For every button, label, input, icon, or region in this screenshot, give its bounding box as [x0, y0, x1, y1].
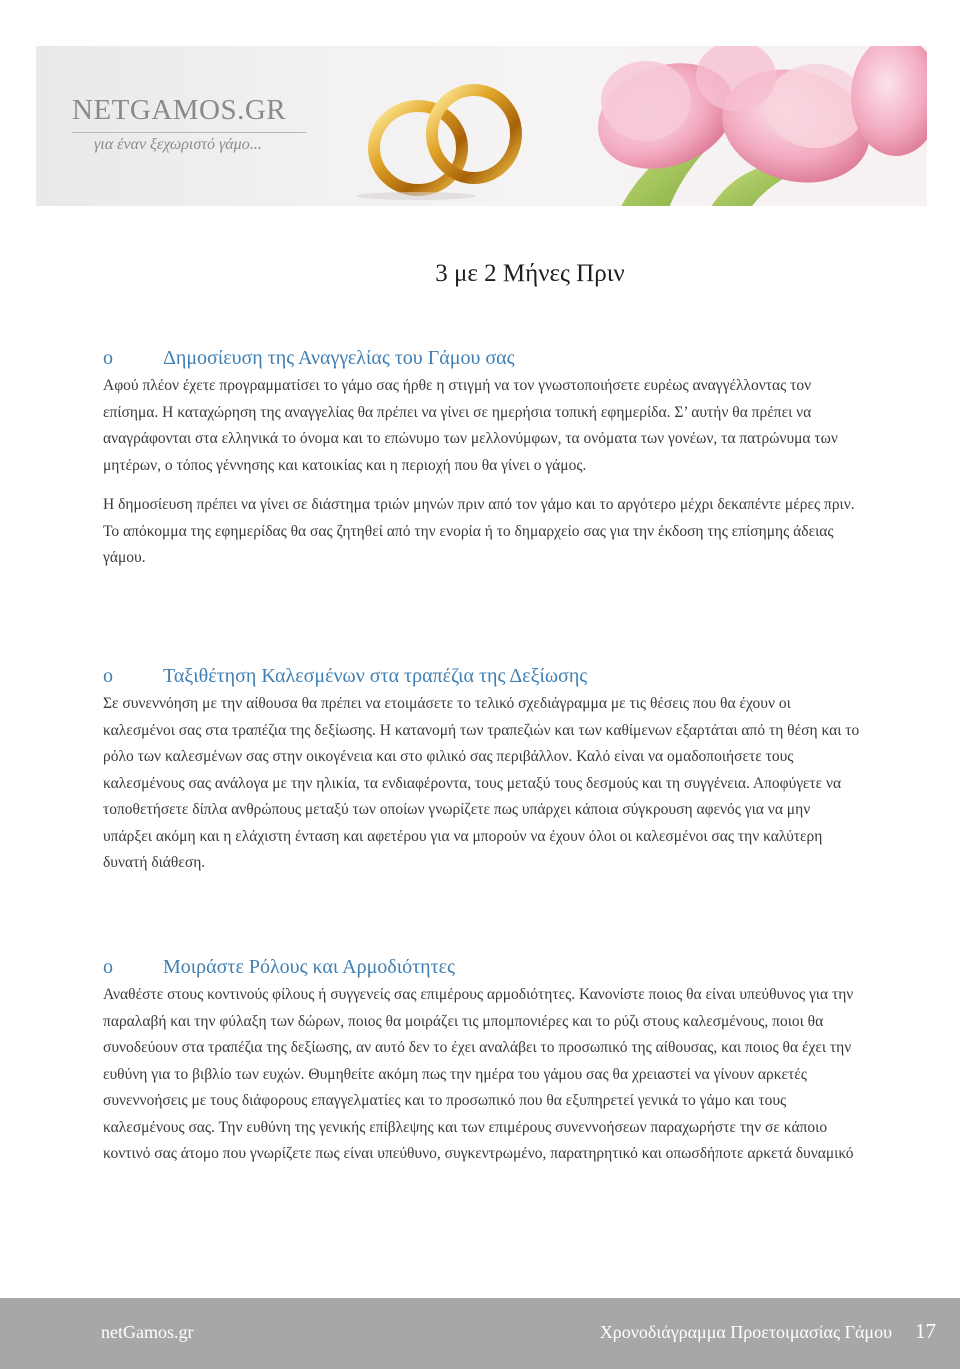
header-banner	[36, 46, 927, 206]
tulips-image	[556, 46, 927, 206]
section-paragraph: Η δημοσίευση πρέπει να γίνει σε διάστημα τριών μηνών πριν από τον γάμο και το αργότερο μέχρι δεκαπέντε μέρες πριν. Το απόκομμα της εφημερίδας θα σας ζητηθεί από την ενορία ή το δημαρχείο σας για την έκδοση της επίσημης άδειας γάμου.	[103, 496, 855, 566]
page-number: 17	[915, 1319, 936, 1343]
section-title: Μοιράστε Ρόλους και Αρμοδιότητες	[163, 956, 455, 978]
section-paragraph: Αναθέστε στους κοντινούς φίλους ή συγγενείς σας επιμέρους αρμοδιότητες. Κανονίστε ποιος θα είναι υπεύθυνος για την παραλαβή και την φύλαξη των δώρων, ποιος θα μοιράζει τις μπομπονιέρες και το ρύζι στους καλεσμένους, ποιοι θα συνοδεύουν στα τραπέζια της δεξίωσης, αν αυτό δεν το έχει αναλάβει το προσωπικό της αίθουσας, και ποιος θα έχει την ευθύνη για το βιβλίο των ευχών. Θυμηθείτε ακόμη πως την ημέρα του γάμου σας θα χρειαστεί να γίνουν αρκετές συνεννοήσεις με τους διάφορους επαγγελματίες και το προσωπικό που θα εξυπηρετεί γενικά το γάμο και τους καλεσμένους σας. Την ευθύνη της γενικής επίβλεψης και των επιμέρους συνεννοήσεων παραχωρήστε την σε κάποιο κοντινό σας άτομο που γνωρίζετε πως είναι υπεύθυνο, συγκεντρωμένο, παρατηρητικό και οπωσδήποτε αρκετά δυναμικό	[103, 986, 854, 1162]
logo-tagline: για έναν ξεχωριστό γάμο...	[94, 136, 262, 153]
wedding-rings-image	[356, 76, 536, 201]
section-seating	[103, 665, 863, 877]
section-roles	[103, 956, 863, 1168]
section-heading	[103, 665, 863, 691]
section-title: Δημοσίευση της Αναγγελίας του Γάμου σας	[163, 347, 515, 369]
page-title: 3 με 2 Μήνες Πριν	[435, 260, 625, 287]
bullet-marker: o	[103, 956, 113, 978]
section-title: Ταξιθέτηση Καλεσμένων στα τραπέζια της Δεξίωσης	[163, 665, 588, 687]
logo-divider	[72, 132, 306, 133]
section-paragraph: Αφού πλέον έχετε προγραμματίσει το γάμο σας ήρθε η στιγμή να τον γνωστοποιήσετε ευρέως αναγγέλλοντας τον επίσημα. Η καταχώρηση της αναγγελίας θα πρέπει να γίνει σε ημερήσια τοπική εφημερίδα. Σ’ αυτήν θα πρέπει να αναγράφονται στα ελληνικά το όνομα και το επώνυμο των μελλονύμφων, τα ονόματα των γονέων, τα πατρώνυμα των μητέρων, ο τόπος γέννησης και κατοικίας και η περιοχή που θα γίνει ο γάμος.	[103, 377, 838, 474]
section-heading	[103, 956, 863, 982]
bullet-marker: o	[103, 347, 113, 369]
logo: NETGAMOS.GR	[72, 94, 287, 126]
section-heading	[103, 347, 863, 373]
footer-site-name: netGamos.gr	[101, 1322, 194, 1342]
bullet-marker: o	[103, 665, 113, 687]
footer-bar	[0, 1298, 960, 1369]
footer-document-title: Χρονοδιάγραμμα Προετοιμασίας Γάμου	[599, 1322, 892, 1342]
section-announcement	[103, 347, 863, 572]
section-paragraph: Σε συνεννόηση με την αίθουσα θα πρέπει να ετοιμάσετε το τελικό σχεδιάγραμμα με τις θέσεις που θα έχουν οι καλεσμένοι σας στα τραπέζια της δεξίωσης. Η κατανομή των τραπεζιών και των καθίμενων εξαρτάται από τη θέση και το ρόλο των καλεσμένων σας στην οικογένεια και στο φιλικό σας περιβάλλον. Καλό είναι να ομαδοποιήσετε τους καλεσμένους σας ανάλογα με την ηλικία, τα ενδιαφέροντα, τους μεταξύ τους δεσμούς και τη συγγένεια. Αποφύγετε να τοποθετήσετε δίπλα ανθρώπους μεταξύ των οποίων γνωρίζετε πως υπάρχει κάποια σύγκρουση αφενός για να μην υπάρξει ακόμη και η ελάχιστη ένταση και αφετέρου για να μπορούν να έχουν όλοι οι καλεσμένοι σας την καλύτερη δυνατή διάθεση.	[103, 695, 860, 871]
